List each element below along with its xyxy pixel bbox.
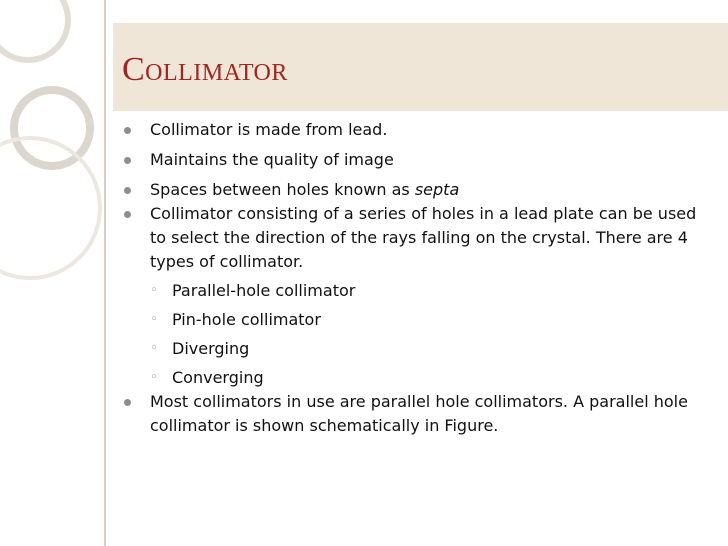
bullet-icon bbox=[124, 157, 131, 164]
sub-list-item bbox=[124, 279, 699, 303]
sub-item-text: Diverging bbox=[172, 339, 250, 358]
bullet-icon bbox=[124, 399, 131, 406]
slide-title: Collimator bbox=[122, 51, 288, 88]
sub-list-item bbox=[124, 366, 699, 390]
sub-bullet-icon: ◦ bbox=[150, 370, 158, 385]
bullet-text: Most collimators in use are parallel hole collimators. A parallel hole collimator is shown schematically in Figure. bbox=[150, 392, 688, 435]
list-item bbox=[124, 118, 699, 142]
sub-list-item bbox=[124, 308, 699, 332]
sub-bullet-icon: ◦ bbox=[150, 283, 158, 298]
bullet-icon bbox=[124, 211, 131, 218]
sub-bullet-icon: ◦ bbox=[150, 312, 158, 327]
sub-list-item bbox=[124, 337, 699, 361]
list-item bbox=[124, 148, 699, 172]
list-item bbox=[124, 178, 699, 202]
bullet-text: Collimator is made from lead. bbox=[150, 120, 388, 139]
sub-item-text: Pin-hole collimator bbox=[172, 310, 321, 329]
bullet-icon bbox=[124, 187, 131, 194]
bullet-icon bbox=[124, 127, 131, 134]
sub-item-text: Parallel-hole collimator bbox=[172, 281, 356, 300]
bullet-text: Spaces between holes known as bbox=[150, 180, 415, 199]
emphasis-text: septa bbox=[414, 180, 460, 199]
list-item bbox=[124, 202, 699, 274]
list-item bbox=[124, 390, 699, 438]
sub-bullet-icon: ◦ bbox=[150, 341, 158, 356]
bullet-text: Maintains the quality of image bbox=[150, 150, 394, 169]
sub-item-text: Converging bbox=[172, 368, 264, 387]
slide-body bbox=[124, 118, 699, 438]
bullet-text: Collimator consisting of a series of holes in a lead plate can be used to select the direction of the rays falling on the crystal. There are 4 types of collimator. bbox=[150, 204, 697, 271]
